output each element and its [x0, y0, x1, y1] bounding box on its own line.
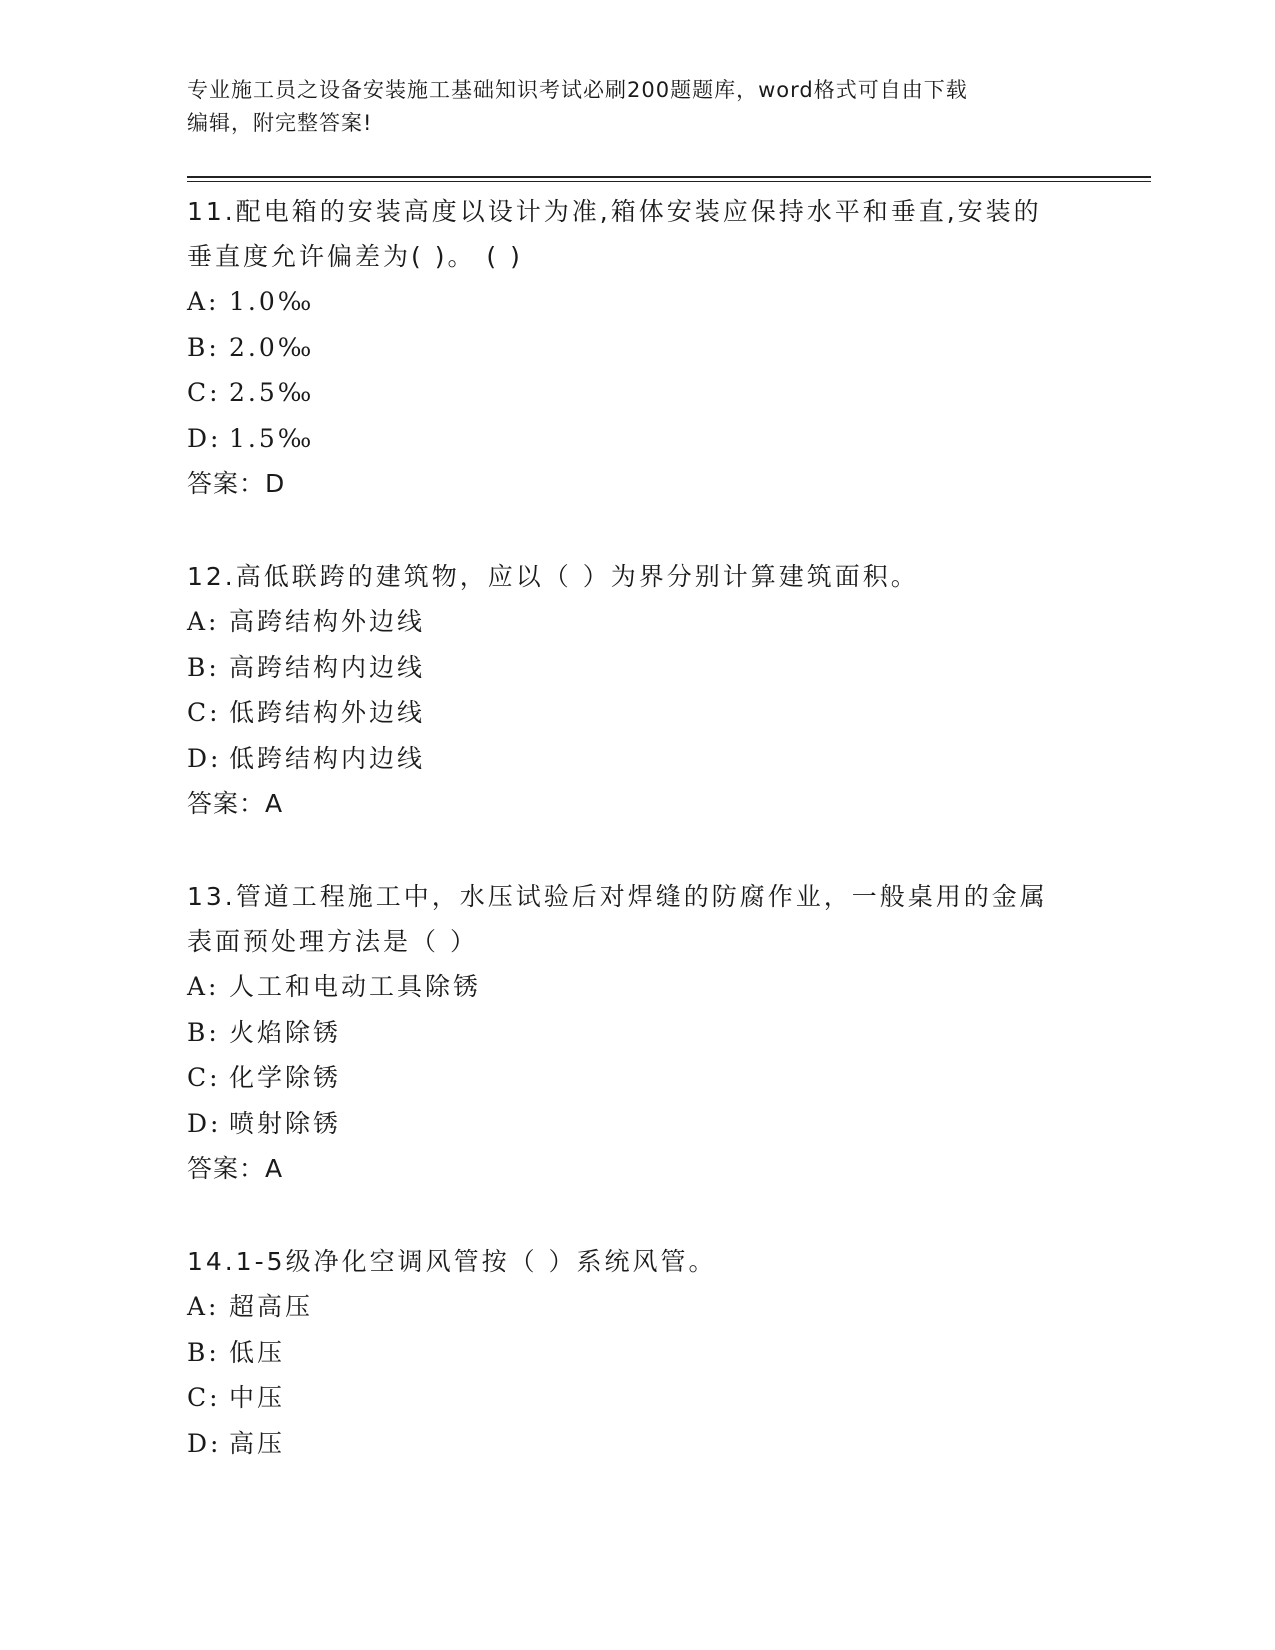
option-letter: B:	[187, 652, 220, 682]
option-letter: D:	[187, 423, 222, 453]
option-text: 2.0‰	[229, 332, 315, 362]
option-c	[187, 370, 1087, 416]
header-divider	[187, 176, 1151, 182]
option-letter: B:	[187, 1017, 220, 1047]
option-c	[187, 1375, 1087, 1421]
option-b	[187, 1010, 1087, 1056]
option-text: 1.5‰	[229, 423, 315, 453]
answer-line: 答案：A	[187, 789, 284, 818]
option-text: 喷射除锈	[229, 1108, 342, 1138]
option-text: 人工和电动工具除锈	[229, 972, 482, 1001]
question-stem-line-2: 垂直度允许偏差为( )。 ( )	[187, 242, 523, 271]
option-letter: D:	[187, 1428, 222, 1458]
question-stem	[187, 554, 1087, 599]
option-letter: C:	[187, 1063, 221, 1092]
question-stem-line-1: 13.管道工程施工中，水压试验后对焊缝的防腐作业，一般桌用的金属	[187, 882, 1048, 911]
header-title-line-1: 专业施工员之设备安装施工基础知识考试必刷200题题库，word格式可自由下载	[187, 78, 968, 102]
option-letter: A:	[187, 287, 220, 316]
question-stem	[187, 1239, 1087, 1284]
option-b	[187, 325, 1087, 371]
question-stem-line-2: 表面预处理方法是（ ）	[187, 927, 478, 956]
option-list	[187, 1284, 1087, 1466]
option-text: 高压	[229, 1428, 286, 1458]
option-list	[187, 964, 1087, 1146]
option-a	[187, 599, 1087, 645]
option-letter: B:	[187, 332, 220, 362]
option-a	[187, 279, 1087, 325]
answer-line: 答案：D	[187, 469, 286, 498]
option-letter: C:	[187, 698, 221, 727]
option-text: 高跨结构外边线	[229, 607, 426, 636]
option-d	[187, 416, 1087, 462]
answer-line: 答案：A	[187, 1154, 284, 1183]
option-letter: A:	[187, 972, 220, 1001]
option-b	[187, 645, 1087, 691]
question-stem	[187, 874, 1087, 964]
option-letter: D:	[187, 1108, 222, 1138]
option-text: 低跨结构外边线	[229, 698, 426, 727]
question-11	[187, 189, 1087, 506]
option-text: 2.5‰	[229, 378, 315, 407]
option-letter: A:	[187, 607, 220, 636]
option-text: 高跨结构内边线	[229, 652, 426, 682]
option-a	[187, 1284, 1087, 1330]
option-text: 中压	[229, 1383, 286, 1412]
option-letter: C:	[187, 1383, 221, 1412]
question-13	[187, 874, 1087, 1191]
option-a	[187, 964, 1087, 1010]
question-stem-line-1: 14.1-5级净化空调风管按（ ）系统风管。	[187, 1247, 717, 1276]
option-letter: D:	[187, 743, 222, 773]
question-stem	[187, 189, 1087, 279]
option-text: 低跨结构内边线	[229, 743, 426, 773]
option-d	[187, 1101, 1087, 1147]
option-letter: A:	[187, 1292, 220, 1321]
document-header	[187, 74, 1087, 140]
option-d	[187, 736, 1087, 782]
option-letter: C:	[187, 378, 221, 407]
option-list	[187, 599, 1087, 781]
option-letter: B:	[187, 1337, 220, 1367]
question-stem-line-1: 12.高低联跨的建筑物，应以（ ）为界分别计算建筑面积。	[187, 562, 919, 591]
option-list	[187, 279, 1087, 461]
question-12	[187, 554, 1087, 826]
option-d	[187, 1421, 1087, 1467]
option-text: 化学除锈	[229, 1063, 342, 1092]
question-list	[187, 189, 1087, 1514]
option-text: 火焰除锈	[229, 1017, 342, 1047]
option-text: 低压	[229, 1337, 286, 1367]
option-c	[187, 1055, 1087, 1101]
option-text: 1.0‰	[229, 287, 315, 316]
header-title-line-2: 编辑，附完整答案!	[187, 111, 373, 135]
option-b	[187, 1330, 1087, 1376]
question-stem-line-1: 11.配电箱的安装高度以设计为准,箱体安装应保持水平和垂直,安装的	[187, 197, 1042, 226]
question-14	[187, 1239, 1087, 1466]
option-c	[187, 690, 1087, 736]
option-text: 超高压	[229, 1292, 314, 1321]
